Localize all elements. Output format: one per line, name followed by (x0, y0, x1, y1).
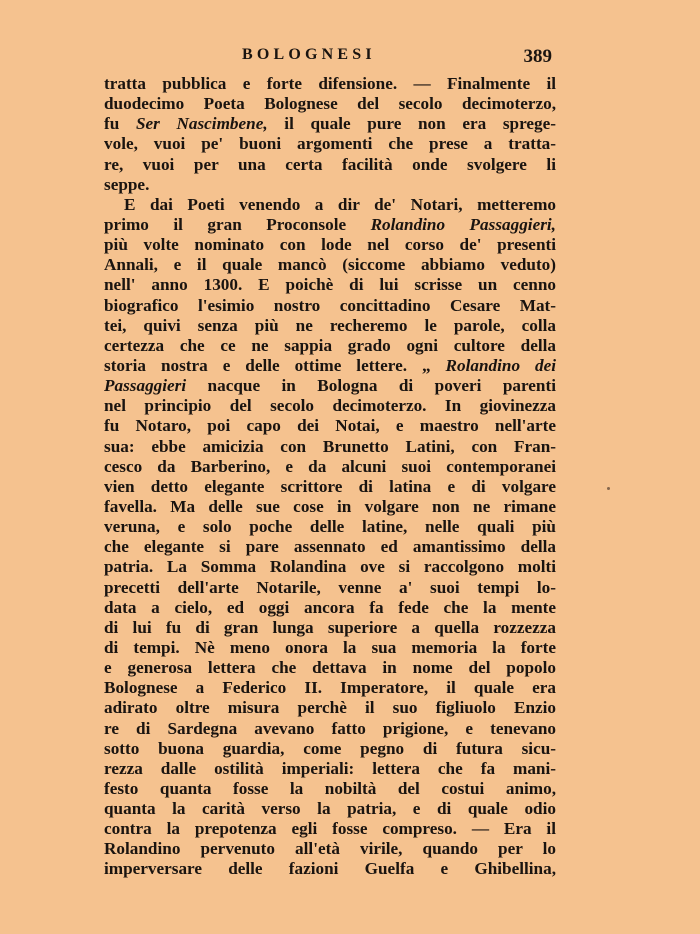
text-line (104, 719, 556, 739)
line-text: sotto buona guardia, come pegno di futura sicu- (104, 738, 556, 758)
line-text: Bolognese a Federico II. Imperatore, il quale era (104, 678, 556, 698)
text-line (104, 537, 556, 557)
line-text: favella. Ma delle sue cose in volgare non ne rimane (104, 496, 556, 516)
text-line (104, 396, 556, 416)
text-line (104, 799, 556, 819)
line-text: re, vuoi per una certa facilità onde svolgere li (104, 154, 556, 174)
line-text: il quale pure non era sprege- (267, 114, 556, 134)
text-line (104, 316, 556, 336)
text-line (104, 618, 556, 638)
text-line (104, 457, 556, 477)
text-line (104, 678, 556, 698)
text-line (104, 598, 556, 618)
line-text: tratta pubblica e forte difensione. — Finalmente il (104, 74, 556, 93)
text-line (104, 779, 556, 799)
ink-blot (607, 487, 610, 490)
page-number: 389 (523, 46, 552, 67)
line-text: vien detto elegante scrittore di latina e di volgare (104, 476, 556, 496)
line-text: di lui fu di gran lunga superiore a quella rozzezza (104, 617, 556, 637)
text-line (104, 698, 556, 718)
running-title: BOLOGNESI (242, 46, 376, 63)
line-text: e generosa lettera che dettava in nome del popolo (104, 658, 556, 678)
line-text: biografico l'esimio nostro concittadino Cesare Mat- (104, 295, 556, 315)
text-line (104, 416, 556, 436)
running-head (104, 40, 556, 74)
italic-name: Rolandino Passaggieri, (370, 214, 556, 234)
line-text: certezza che ce ne sappia grado ogni cultore della (104, 335, 556, 355)
italic-name: Ser Nascimbene, (135, 114, 268, 134)
italic-name: Passaggieri (104, 376, 187, 396)
text-line (104, 638, 556, 658)
italic-name: Rolandino dei (445, 355, 556, 375)
line-text: nell' anno 1300. E poichè di lui scrisse un cenno (104, 275, 556, 295)
text-line (104, 557, 556, 577)
book-page (104, 40, 556, 880)
line-text: data a cielo, ed oggi ancora fa fede che la mente (104, 597, 556, 617)
line-text: fu Notaro, poi capo dei Notai, e maestro nell'arte (104, 416, 556, 436)
line-text: re di Sardegna avevano fatto prigione, e tenevano (104, 718, 556, 738)
body-text (104, 74, 556, 880)
line-text: cesco da Barberino, e da alcuni suoi contemporanei (104, 456, 556, 476)
line-text: Annali, e il quale mancò (siccome abbiamo veduto) (104, 255, 556, 275)
text-line (104, 275, 556, 295)
line-text: festo quanta fosse la nobiltà del costui animo, (104, 778, 556, 798)
text-line (104, 296, 556, 316)
line-text: tei, quivi senza più ne recheremo le parole, colla (104, 315, 556, 335)
text-line (104, 759, 556, 779)
line-text: rezza dalle ostilità imperiali: lettera che fa mani- (104, 758, 556, 778)
text-line (104, 578, 556, 598)
line-text: E dai Poeti venendo a dir de' Notari, metteremo (124, 194, 556, 214)
text-line (104, 739, 556, 759)
text-line (104, 215, 556, 235)
text-line (104, 114, 556, 134)
line-text: vole, vuoi pe' buoni argomenti che prese a tratta- (104, 134, 556, 154)
text-line (104, 255, 556, 275)
line-text: patria. La Somma Rolandina ove si raccolgono molti (104, 557, 556, 577)
text-line (104, 819, 556, 839)
line-text: nacque in Bologna di poveri parenti (186, 376, 556, 396)
line-text: primo il gran Proconsole (104, 214, 371, 234)
line-text: imperversare delle fazioni Guelfa e Ghibellina, (104, 859, 556, 879)
line-text: che elegante si pare assennato ed amantissimo della (104, 537, 556, 557)
line-text: storia nostra e delle ottime lettere. „ (104, 355, 446, 375)
line-text: Rolandino pervenuto all'età virile, quando per lo (104, 839, 556, 859)
text-line (104, 517, 556, 537)
text-line (104, 477, 556, 497)
line-text: duodecimo Poeta Bolognese del secolo decimoterzo, (104, 94, 556, 114)
text-line (104, 94, 556, 114)
line-text: nel principio del secolo decimoterzo. In giovinezza (104, 396, 556, 416)
line-text: quanta la carità verso la patria, e di quale odio (104, 799, 556, 819)
text-line (104, 195, 556, 215)
line-text: sua: ebbe amicizia con Brunetto Latini, con Fran- (104, 436, 556, 456)
text-line (104, 437, 556, 457)
line-text: precetti dell'arte Notarile, venne a' suoi tempi lo- (104, 577, 556, 597)
line-text: veruna, e solo poche delle latine, nelle quali più (104, 517, 556, 537)
line-text: più volte nominato con lode nel corso de' presenti (104, 235, 556, 255)
line-text: adirato oltre misura perchè il suo figliuolo Enzio (104, 698, 556, 718)
text-line (104, 658, 556, 678)
text-line (104, 839, 556, 859)
text-line (104, 235, 556, 255)
line-text: di tempi. Nè meno onora la sua memoria la forte (104, 637, 556, 657)
text-line (104, 175, 556, 195)
text-line (104, 497, 556, 517)
text-line (104, 859, 556, 879)
text-line (104, 134, 556, 154)
line-text: seppe. (104, 174, 150, 194)
text-line (104, 155, 556, 175)
line-text: fu (104, 114, 136, 134)
text-line (104, 336, 556, 356)
line-text: contra la prepotenza egli fosse compreso. — Era il (104, 819, 556, 839)
text-line (104, 74, 556, 94)
text-line (104, 356, 556, 376)
text-line (104, 376, 556, 396)
